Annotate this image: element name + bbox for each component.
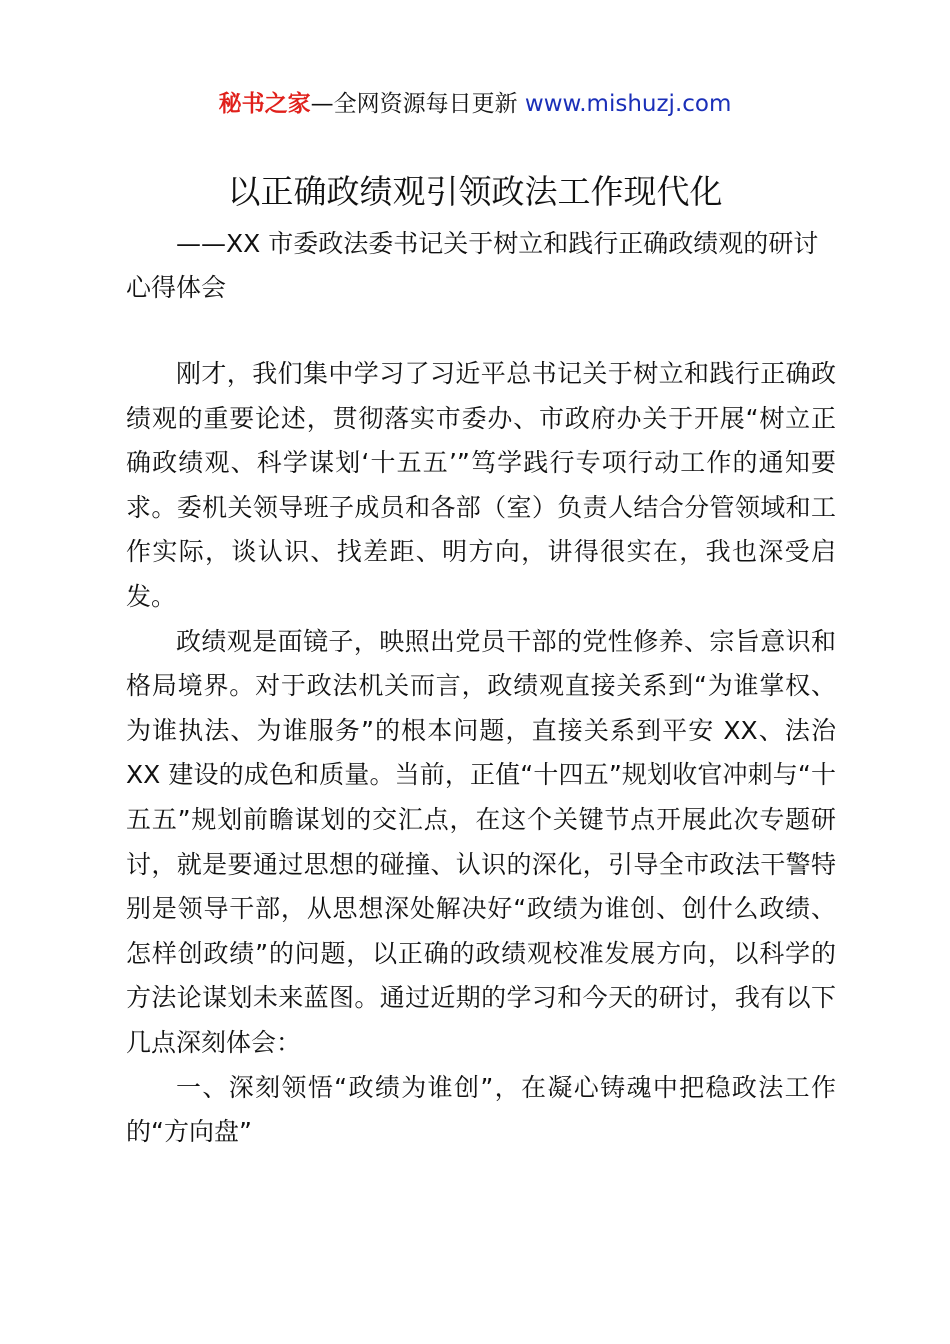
section-heading: 一、深刻领悟“政绩为谁创”，在凝心铸魂中把稳政法工作的“方向盘” [126, 1072, 836, 1147]
header-tagline: —全网资源每日更新 [310, 91, 518, 117]
document-body [126, 352, 836, 1155]
site-url-link[interactable]: www.mishuzj.com [524, 91, 732, 117]
document-title: 以正确政绩观引领政法工作现代化 [227, 172, 723, 211]
body-paragraph: 政绩观是面镜子，映照出党员干部的党性修养、宗旨意识和格局境界。对于政法机关而言，政绩观直接关系到“为谁掌权、为谁执法、为谁服务”的根本问题，直接关系到平安 XX、法治 XX 建设的成色和质量。当前，正值“十四五”规划收官冲刺与“十五五”规划前瞻谋划的交汇点，在这个关键节点开展此次专题研讨，就是要通过思想的碰撞、认识的深化，引导全市政法干警特别是领导干部，从思想深处解决好“政绩为谁创、创什么政绩、怎样创政绩”的问题，以正确的政绩观校准发展方向，以科学的方法论谋划未来蓝图。通过近期的学习和今天的研讨，我有以下几点深刻体会： [126, 626, 836, 1057]
document-subtitle: ——XX 市委政法委书记关于树立和践行正确政绩观的研讨心得体会 [126, 229, 819, 302]
brand-name: 秘书之家 [218, 91, 311, 117]
body-paragraph: 刚才，我们集中学习了习近平总书记关于树立和践行正确政绩观的重要论述，贯彻落实市委办、市政府办关于开展“树立正确政绩观、科学谋划‘十五五’”笃学践行专项行动工作的通知要求。委机关领导班子成员和各部（室）负责人结合分管领域和工作实际，谈认识、找差距、明方向，讲得很实在，我也深受启发。 [126, 359, 836, 611]
site-header [0, 88, 950, 120]
